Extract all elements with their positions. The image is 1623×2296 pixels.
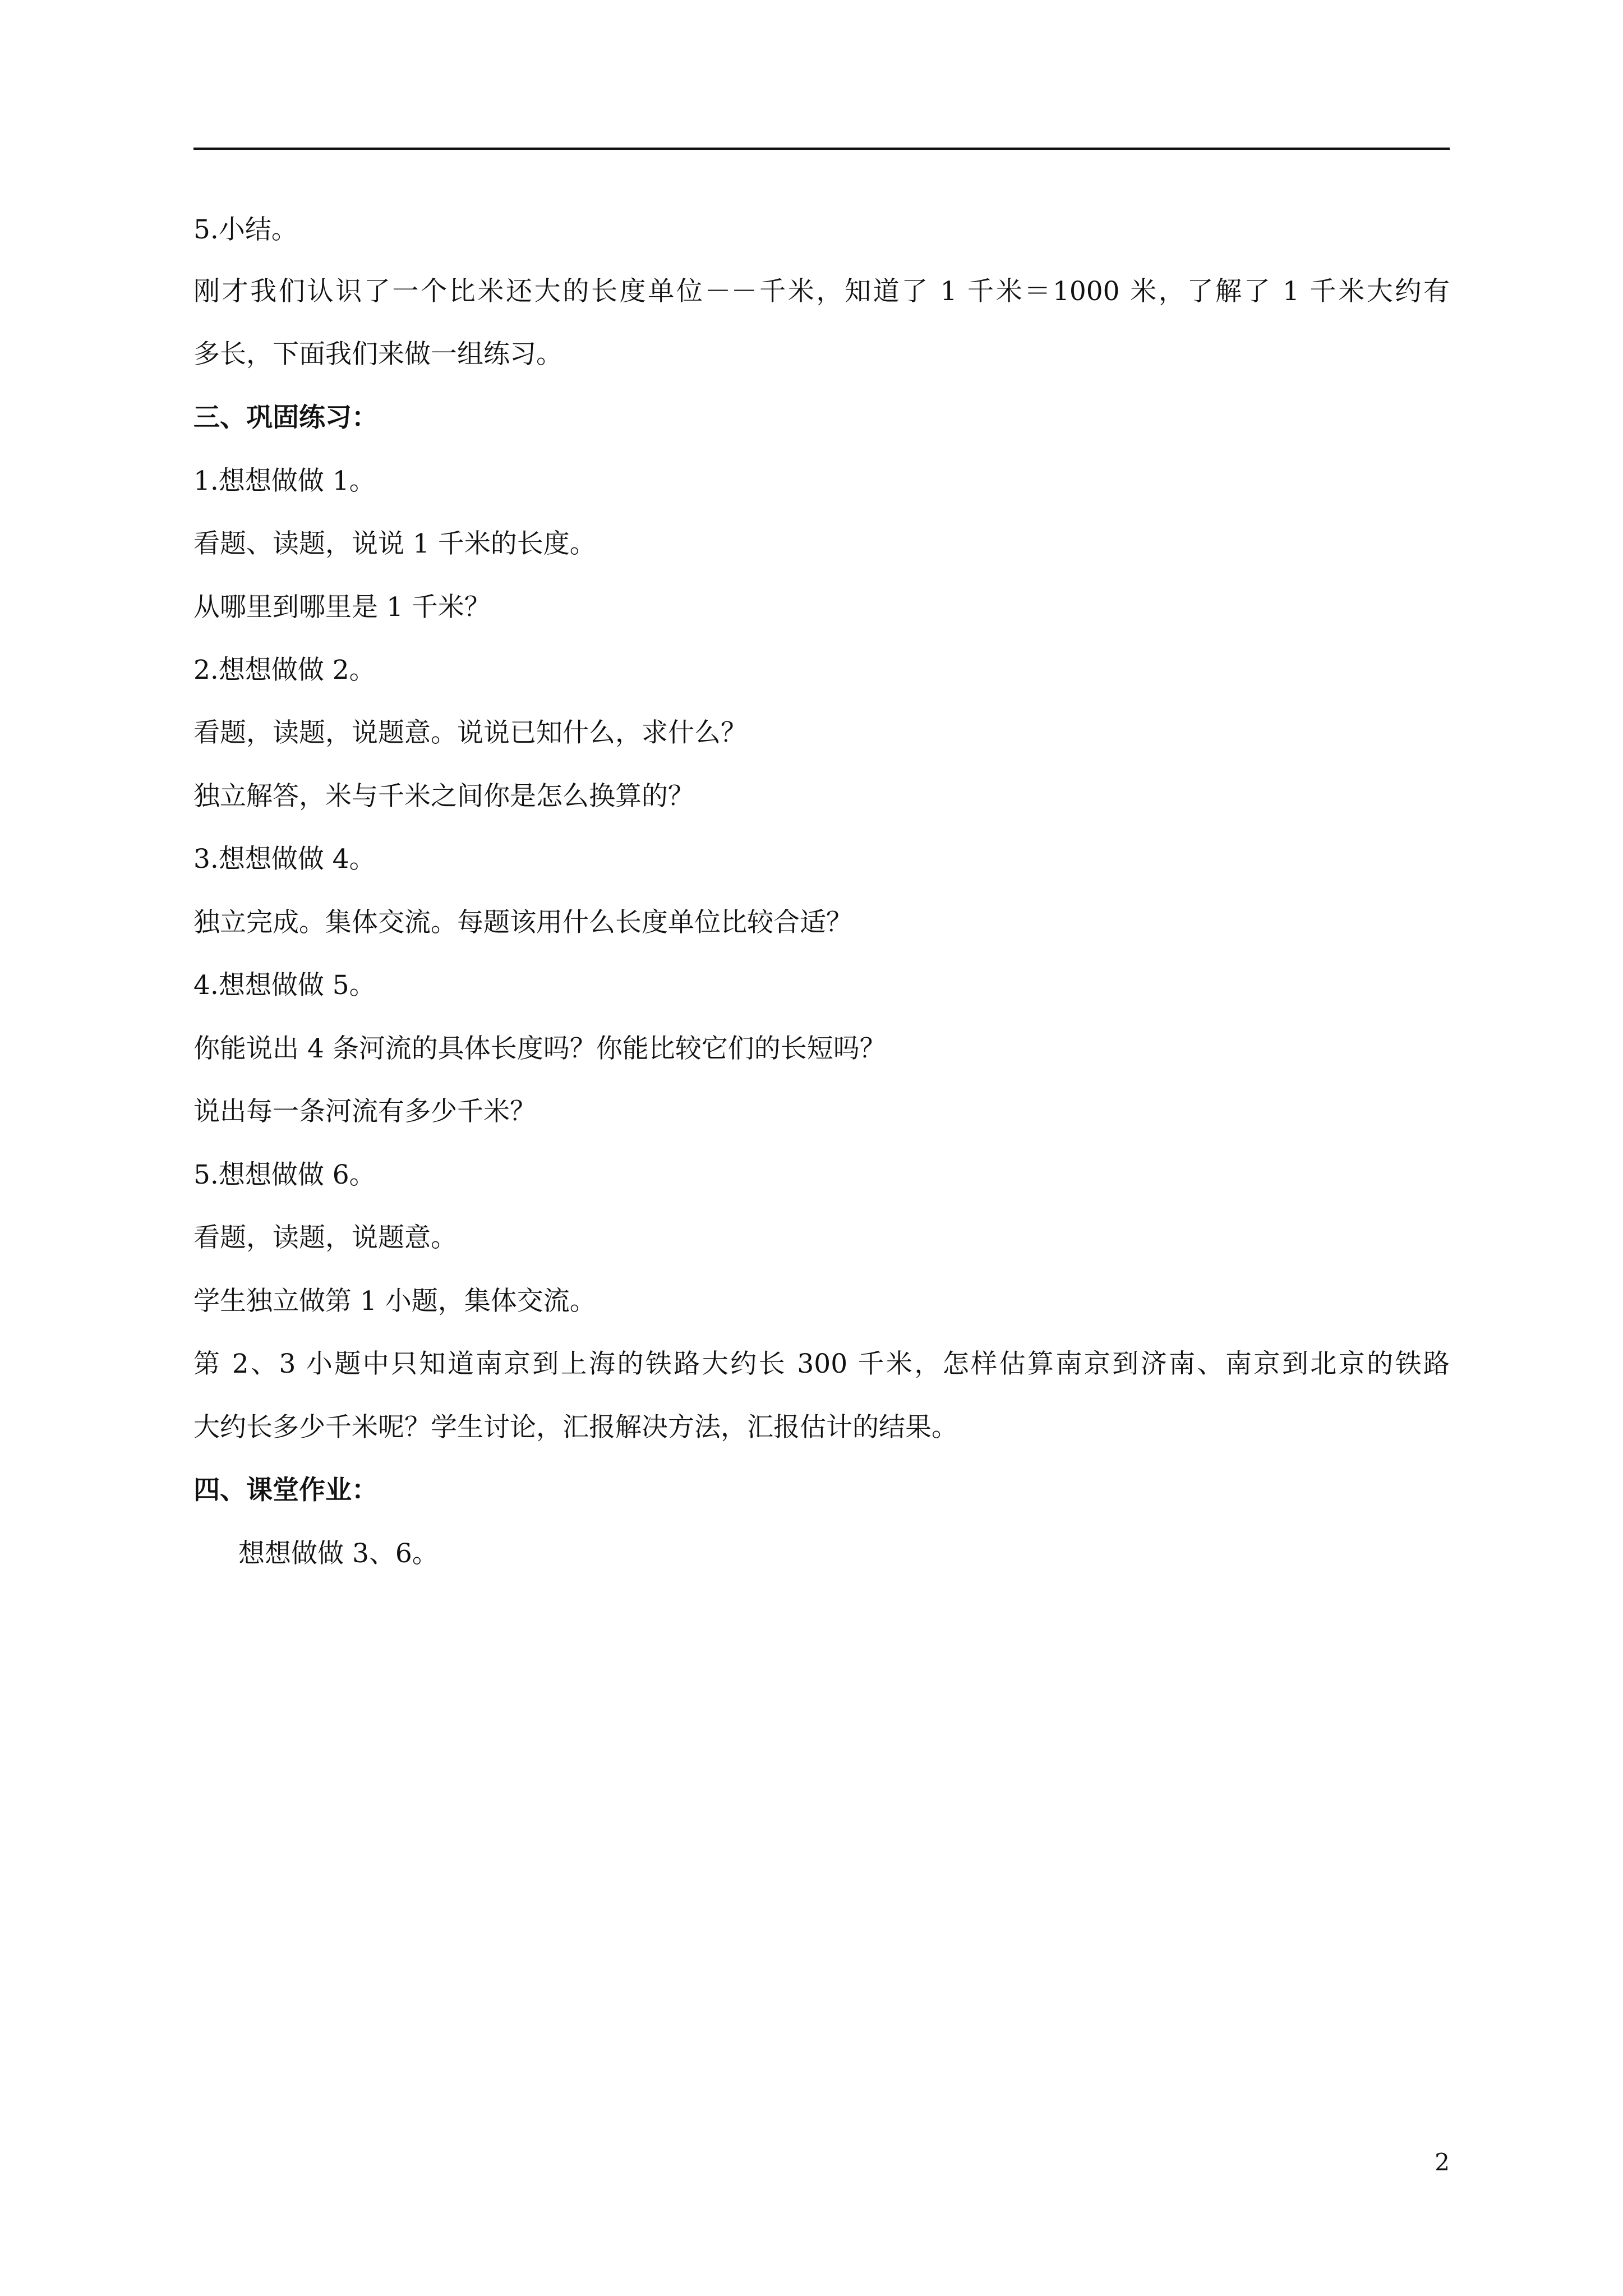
exercise-heading: 4.想想做做 5。 — [193, 970, 376, 1001]
paragraph-line: 你能说出 4 条河流的具体长度吗？你能比较它们的长短吗？ — [193, 1033, 886, 1064]
exercise-heading: 1.想想做做 1。 — [193, 466, 376, 496]
paragraph-line: 独立解答，米与千米之间你是怎么换算的？ — [193, 781, 694, 812]
section-heading-practice: 三、巩固练习： — [193, 402, 378, 433]
paragraph-line: 独立完成。集体交流。每题该用什么长度单位比较合适？ — [193, 907, 852, 938]
paragraph-line: 大约长多少千米呢？学生讨论，汇报解决方法，汇报估计的结果。 — [193, 1412, 958, 1443]
exercise-heading: 2.想想做做 2。 — [193, 655, 376, 685]
paragraph-line: 看题，读题，说题意。 — [193, 1222, 457, 1253]
header-rule — [193, 148, 1450, 150]
exercise-heading: 5.想想做做 6。 — [193, 1159, 376, 1190]
section-heading-homework: 四、课堂作业： — [193, 1475, 378, 1506]
exercise-heading: 3.想想做做 4。 — [193, 844, 376, 875]
paragraph-line: 看题，读题，说题意。说说已知什么，求什么？ — [193, 717, 747, 748]
page-number: 2 — [1435, 2148, 1450, 2176]
paragraph-line: 多长，下面我们来做一组练习。 — [193, 339, 562, 370]
homework-item: 想想做做 3、6。 — [238, 1538, 439, 1569]
paragraph-line: 刚才我们认识了一个比米还大的长度单位－－千米，知道了 1 千米＝1000 米，了解了 1 千米大约有 — [193, 276, 1450, 307]
paragraph-line: 看题、读题，说说 1 千米的长度。 — [193, 528, 596, 559]
paragraph-line: 从哪里到哪里是 1 千米？ — [193, 592, 491, 623]
paragraph-line: 说出每一条河流有多少千米？ — [193, 1096, 536, 1127]
section-item-summary: 5.小结。 — [193, 214, 298, 245]
paragraph-line: 学生独立做第 1 小题，集体交流。 — [193, 1286, 596, 1317]
paragraph-line: 第 2、3 小题中只知道南京到上海的铁路大约长 300 千米，怎样估算南京到济南、南京到北京的铁路 — [193, 1349, 1450, 1379]
